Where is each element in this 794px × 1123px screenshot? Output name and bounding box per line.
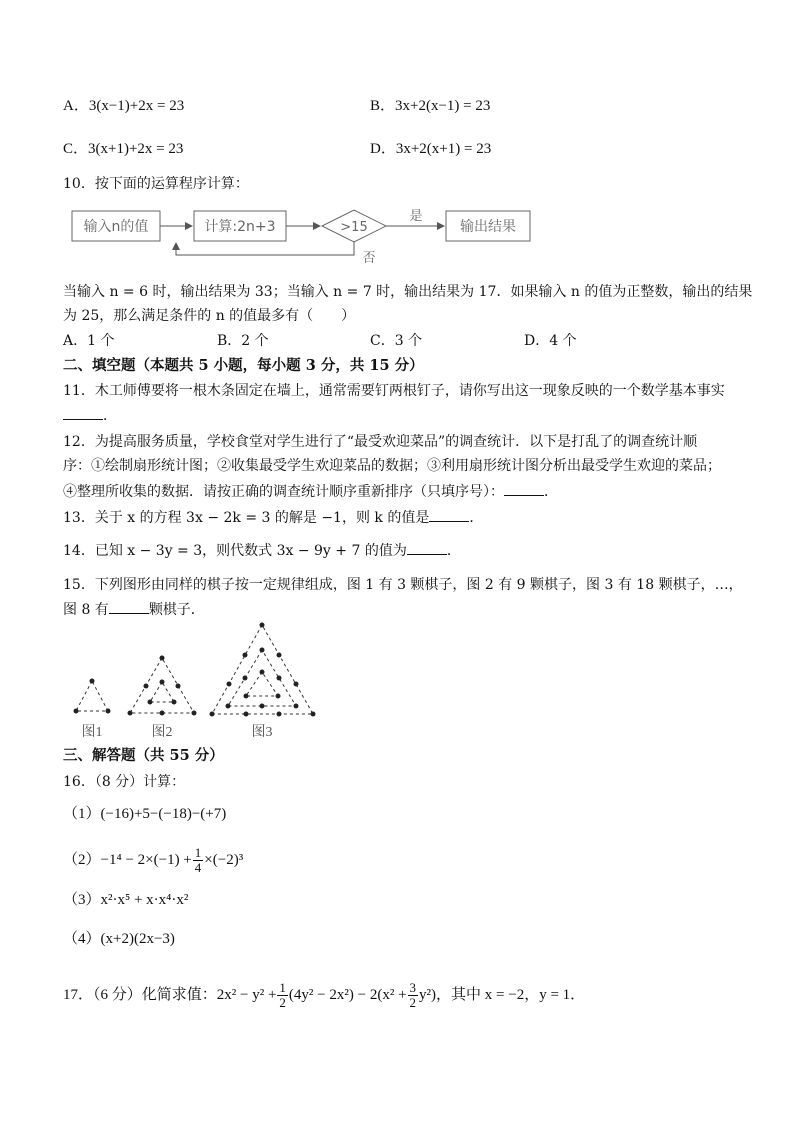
q11-line1: 11．木工师傅要将一根木条固定在墙上，通常需要钉两根钉子，请你写出这一现象反映的一个数学基本事实 xyxy=(63,383,725,399)
q10-line2: 为 25，那么满足条件的 n 的值最多有（ ） xyxy=(63,308,356,324)
q9-option-d: D．3x+2(x+1) = 23 xyxy=(370,141,492,157)
flow-compute-text: 计算:2n+3 xyxy=(204,219,276,235)
fig1-label: 图1 xyxy=(81,725,103,740)
flow-no-label: 否 xyxy=(362,251,376,266)
flow-input-text: 输入n的值 xyxy=(83,219,149,235)
q9-option-b: B．3x+2(x−1) = 23 xyxy=(370,98,491,114)
q10-line1: 当输入 n = 6 时，输出结果为 33；当输入 n = 7 时，输出结果为 17．如果输入 n 的值为正整数，输出的结果 xyxy=(63,284,753,300)
q17: 17．（6 分）化简求值：2x² − y² + $\frac{1}{2}$ (4y² − 2x²) − 2(x² + $\frac{3}{2}$ y²)，其中 x = −2，y = 1． xyxy=(63,980,586,1011)
q10-stem: 10．按下面的运算程序计算： xyxy=(63,176,249,192)
q12-line3: ④整理所收集的数据．请按正确的调查统计顺序重新排序（只填序号）： ． xyxy=(63,481,558,502)
fig3-label: 图3 xyxy=(251,725,273,740)
section-3-heading: 三、解答题（共 55 分） xyxy=(63,747,224,764)
q16-stem: 16．（8 分）计算： xyxy=(63,774,186,790)
q14: 14．已知 x − 3y = 3，则代数式 3x − 9y + 7 的值为 ． xyxy=(63,540,461,561)
q12-line1: 12．为提高服务质量，学校食堂对学生进行了“最受欢迎菜品”的调查统计．以下是打乱了的调查统计顺 xyxy=(63,434,698,450)
q10-option-c: C．3 个 xyxy=(370,333,423,349)
q15-line2: 图 8 有 颗棋子． xyxy=(63,599,205,620)
q10-option-d: D．4 个 xyxy=(524,333,577,349)
q16-part2: （2）−1⁴ − 2×(−1) + $\frac{1}{4}$ ×(−2)³ xyxy=(63,845,244,876)
q11-line2: ． xyxy=(63,405,117,426)
flow-yes-label: 是 xyxy=(409,209,423,224)
q12-line2: 序：①绘制扇形统计图；②收集最受学生欢迎菜品的数据；③利用扇形统计图分析出最受学生欢迎的菜品； xyxy=(63,458,721,474)
q16-part1: （1）(−16)+5−(−18)−(+7) xyxy=(63,806,227,822)
q10-option-a: A．1 个 xyxy=(63,333,115,349)
section-2-heading: 二、填空题（本题共 5 小题，每小题 3 分，共 15 分） xyxy=(63,357,424,374)
q9-option-a: A．3(x−1)+2x = 23 xyxy=(63,98,185,114)
q15-line1: 15．下列图形由同样的棋子按一定规律组成，图 1 有 3 颗棋子，图 2 有 9 颗棋子，图 3 有 18 颗棋子，…， xyxy=(63,577,743,593)
q9-option-c: C．3(x+1)+2x = 23 xyxy=(63,141,184,157)
flow-decision-text: >15 xyxy=(340,220,368,235)
fig2-label: 图2 xyxy=(151,725,173,740)
flow-output-text: 输出结果 xyxy=(460,219,516,235)
q16-part4: （4）(x+2)(2x−3) xyxy=(63,931,175,947)
q13: 13．关于 x 的方程 3x − 2k = 3 的解是 −1，则 k 的值是 ． xyxy=(63,507,483,528)
q16-part3: （3）x²·x⁵ + x·x⁴·x² xyxy=(63,892,189,908)
q10-option-b: B．2 个 xyxy=(217,333,269,349)
